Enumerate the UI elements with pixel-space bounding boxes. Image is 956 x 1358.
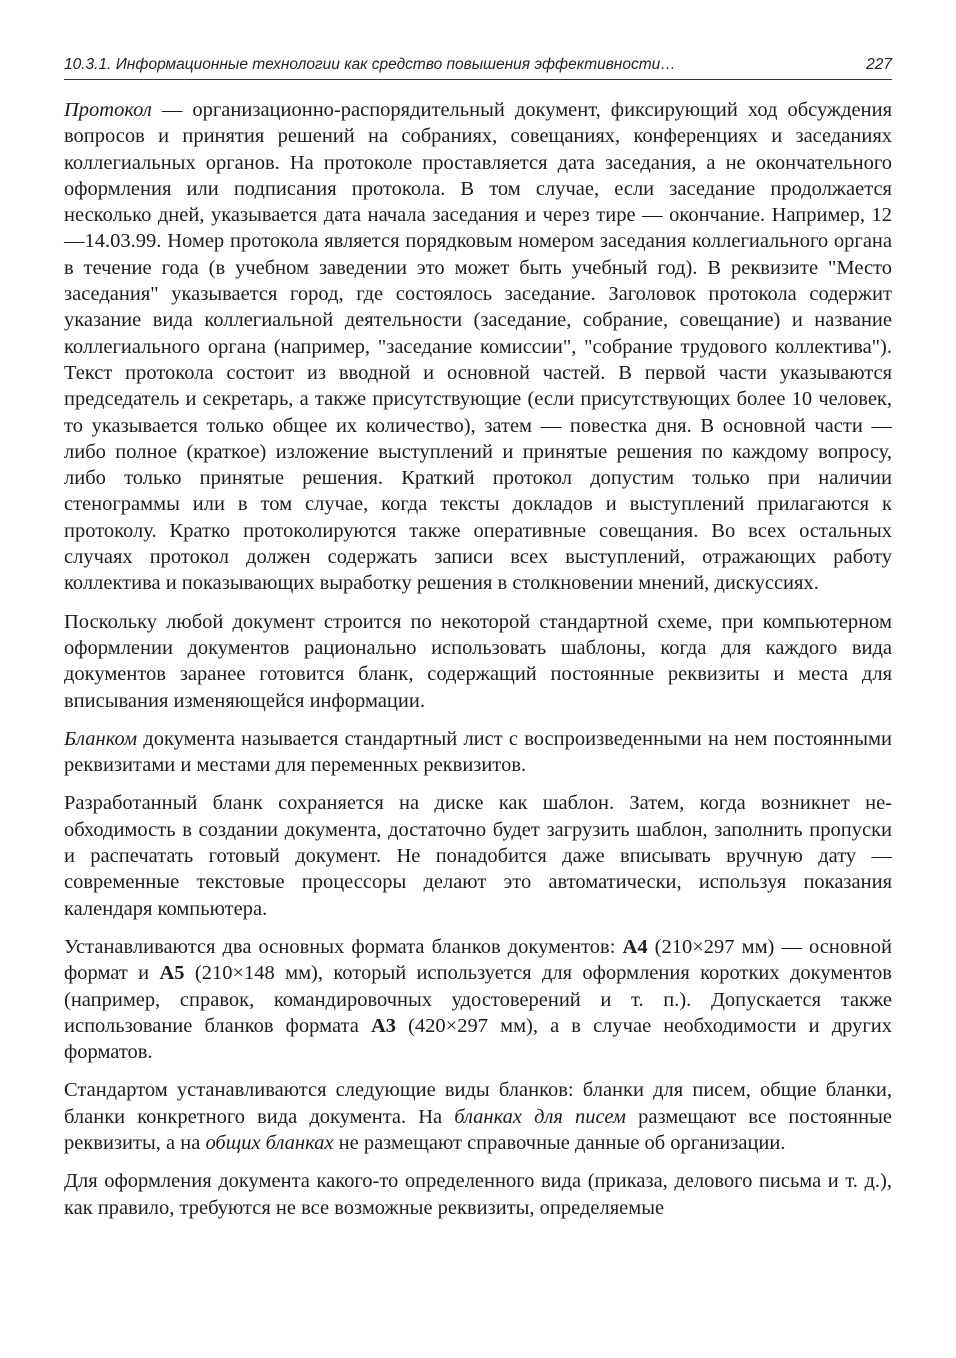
- text-run: Для оформления документа какого-то определенного вида (приказа, делового письма и т. д.), как правило, требуются не все возможные реквизиты, определяемые: [64, 1170, 892, 1219]
- paragraph: [64, 1077, 892, 1156]
- paragraph: [64, 726, 892, 779]
- bold-term: А3: [370, 1014, 396, 1037]
- header-rule: [64, 79, 892, 80]
- page-number: 227: [866, 56, 892, 73]
- bold-term: А5: [159, 962, 185, 985]
- text-run: (210×297 мм) — основной формат и: [64, 935, 892, 985]
- text-run: Устанавливаются два основных формата бланков документов:: [64, 935, 623, 958]
- running-title: 10.3.1. Информационные технологии как средство повышения эффективности…: [64, 56, 676, 73]
- paragraph: [64, 609, 892, 714]
- italic-term: бланках для писем: [454, 1105, 627, 1128]
- paragraph: [64, 1168, 892, 1221]
- text-run: документа называется стандартный лист с воспроизведенными на нем постоянными реквизитами и местами для переменных реквизитов.: [64, 727, 892, 777]
- paragraph: [64, 790, 892, 921]
- text-run: размещают все постоянные реквизиты, а на: [64, 1105, 892, 1154]
- text-run: Поскольку любой документ строится по некоторой стандартной схеме, при компьютерном оформлении документов рационально использовать шаблоны, когда для каждого вида документов заранее готовится бланк, содержащий постоянные реквизиты и места для вписывания изменяющейся информации.: [64, 610, 892, 712]
- running-header: [64, 52, 892, 80]
- text-run: — организационно-распорядительный документ, фиксирующий ход обсуждения вопросов и принятия решений на собраниях, совещаниях, конференциях и заседаниях коллегиальных органов. На протоколе проставляется дата заседания, а не окончательного оформления или подписания протокола. В том случае, если заседание продолжается несколько дней, указывается дата начала заседания и через тире — окончание. Например, 12—14.03.99. Номер протокола является порядковым номером заседания коллегиального органа в течение года (в учебном заведении это может быть учебный год). В реквизите "Место заседания" указывается город, где состоялось заседание. Заголовок протокола содержит указание вида коллегиальной деятельности (заседание, собрание, совещание) и название коллегиального органа (например, "заседание комиссии", "собрание трудового коллектива"). Текст протокола состоит из вводной и основной частей. В первой части указываются председатель и секретарь, а также присутствующие (если присутствующих более 10 человек, то указывается только общее их количество), затем — повестка дня. В основной части — либо полное (краткое) изложение выступлений и принятые решения по каждому вопросу, либо только принятые решения. Краткий протокол допустим только при наличии стенограммы или в том случае, когда тексты докладов и выступлений прилагаются к протоколу. Кратко протоколируются также оперативные совещания. Во всех остальных случаях протокол должен содержать записи всех выступлений, отражающих работу коллектива и показывающих выработку решения в столкновении мнений, дискуссиях.: [64, 99, 892, 595]
- italic-term: Бланком: [64, 727, 138, 750]
- text-run: (210×148 мм), который используется для оформления коротких документов (например, справок, командировочных удостоверений и т. п.). Допускается также использование бланков формата: [64, 962, 892, 1037]
- paragraph: [64, 97, 892, 597]
- italic-term: общих бланках: [205, 1131, 334, 1154]
- paragraph: [64, 934, 892, 1065]
- italic-term: Протокол: [64, 99, 152, 121]
- text-run: Стандартом устанавливаются следующие виды бланков: бланки для писем, общие бланки, бланки конкретного вида документа. На: [64, 1079, 892, 1128]
- bold-term: А4: [622, 935, 648, 958]
- body-text: [64, 97, 892, 1233]
- text-run: Разработанный бланк сохраняется на диске как шаблон. Затем, когда возникнет необходимость в создании документа, достаточно будет загрузить шаблон, заполнить пропуски и распечатать готовый документ. Не понадобится даже вписывать вручную дату — современные текстовые процессоры делают это автоматически, используя показания календаря компьютера.: [64, 792, 892, 920]
- text-run: не размещают справочные данные об организации.: [333, 1131, 786, 1154]
- text-run: (420×297 мм), а в случае необходимости и других форматов.: [64, 1014, 892, 1064]
